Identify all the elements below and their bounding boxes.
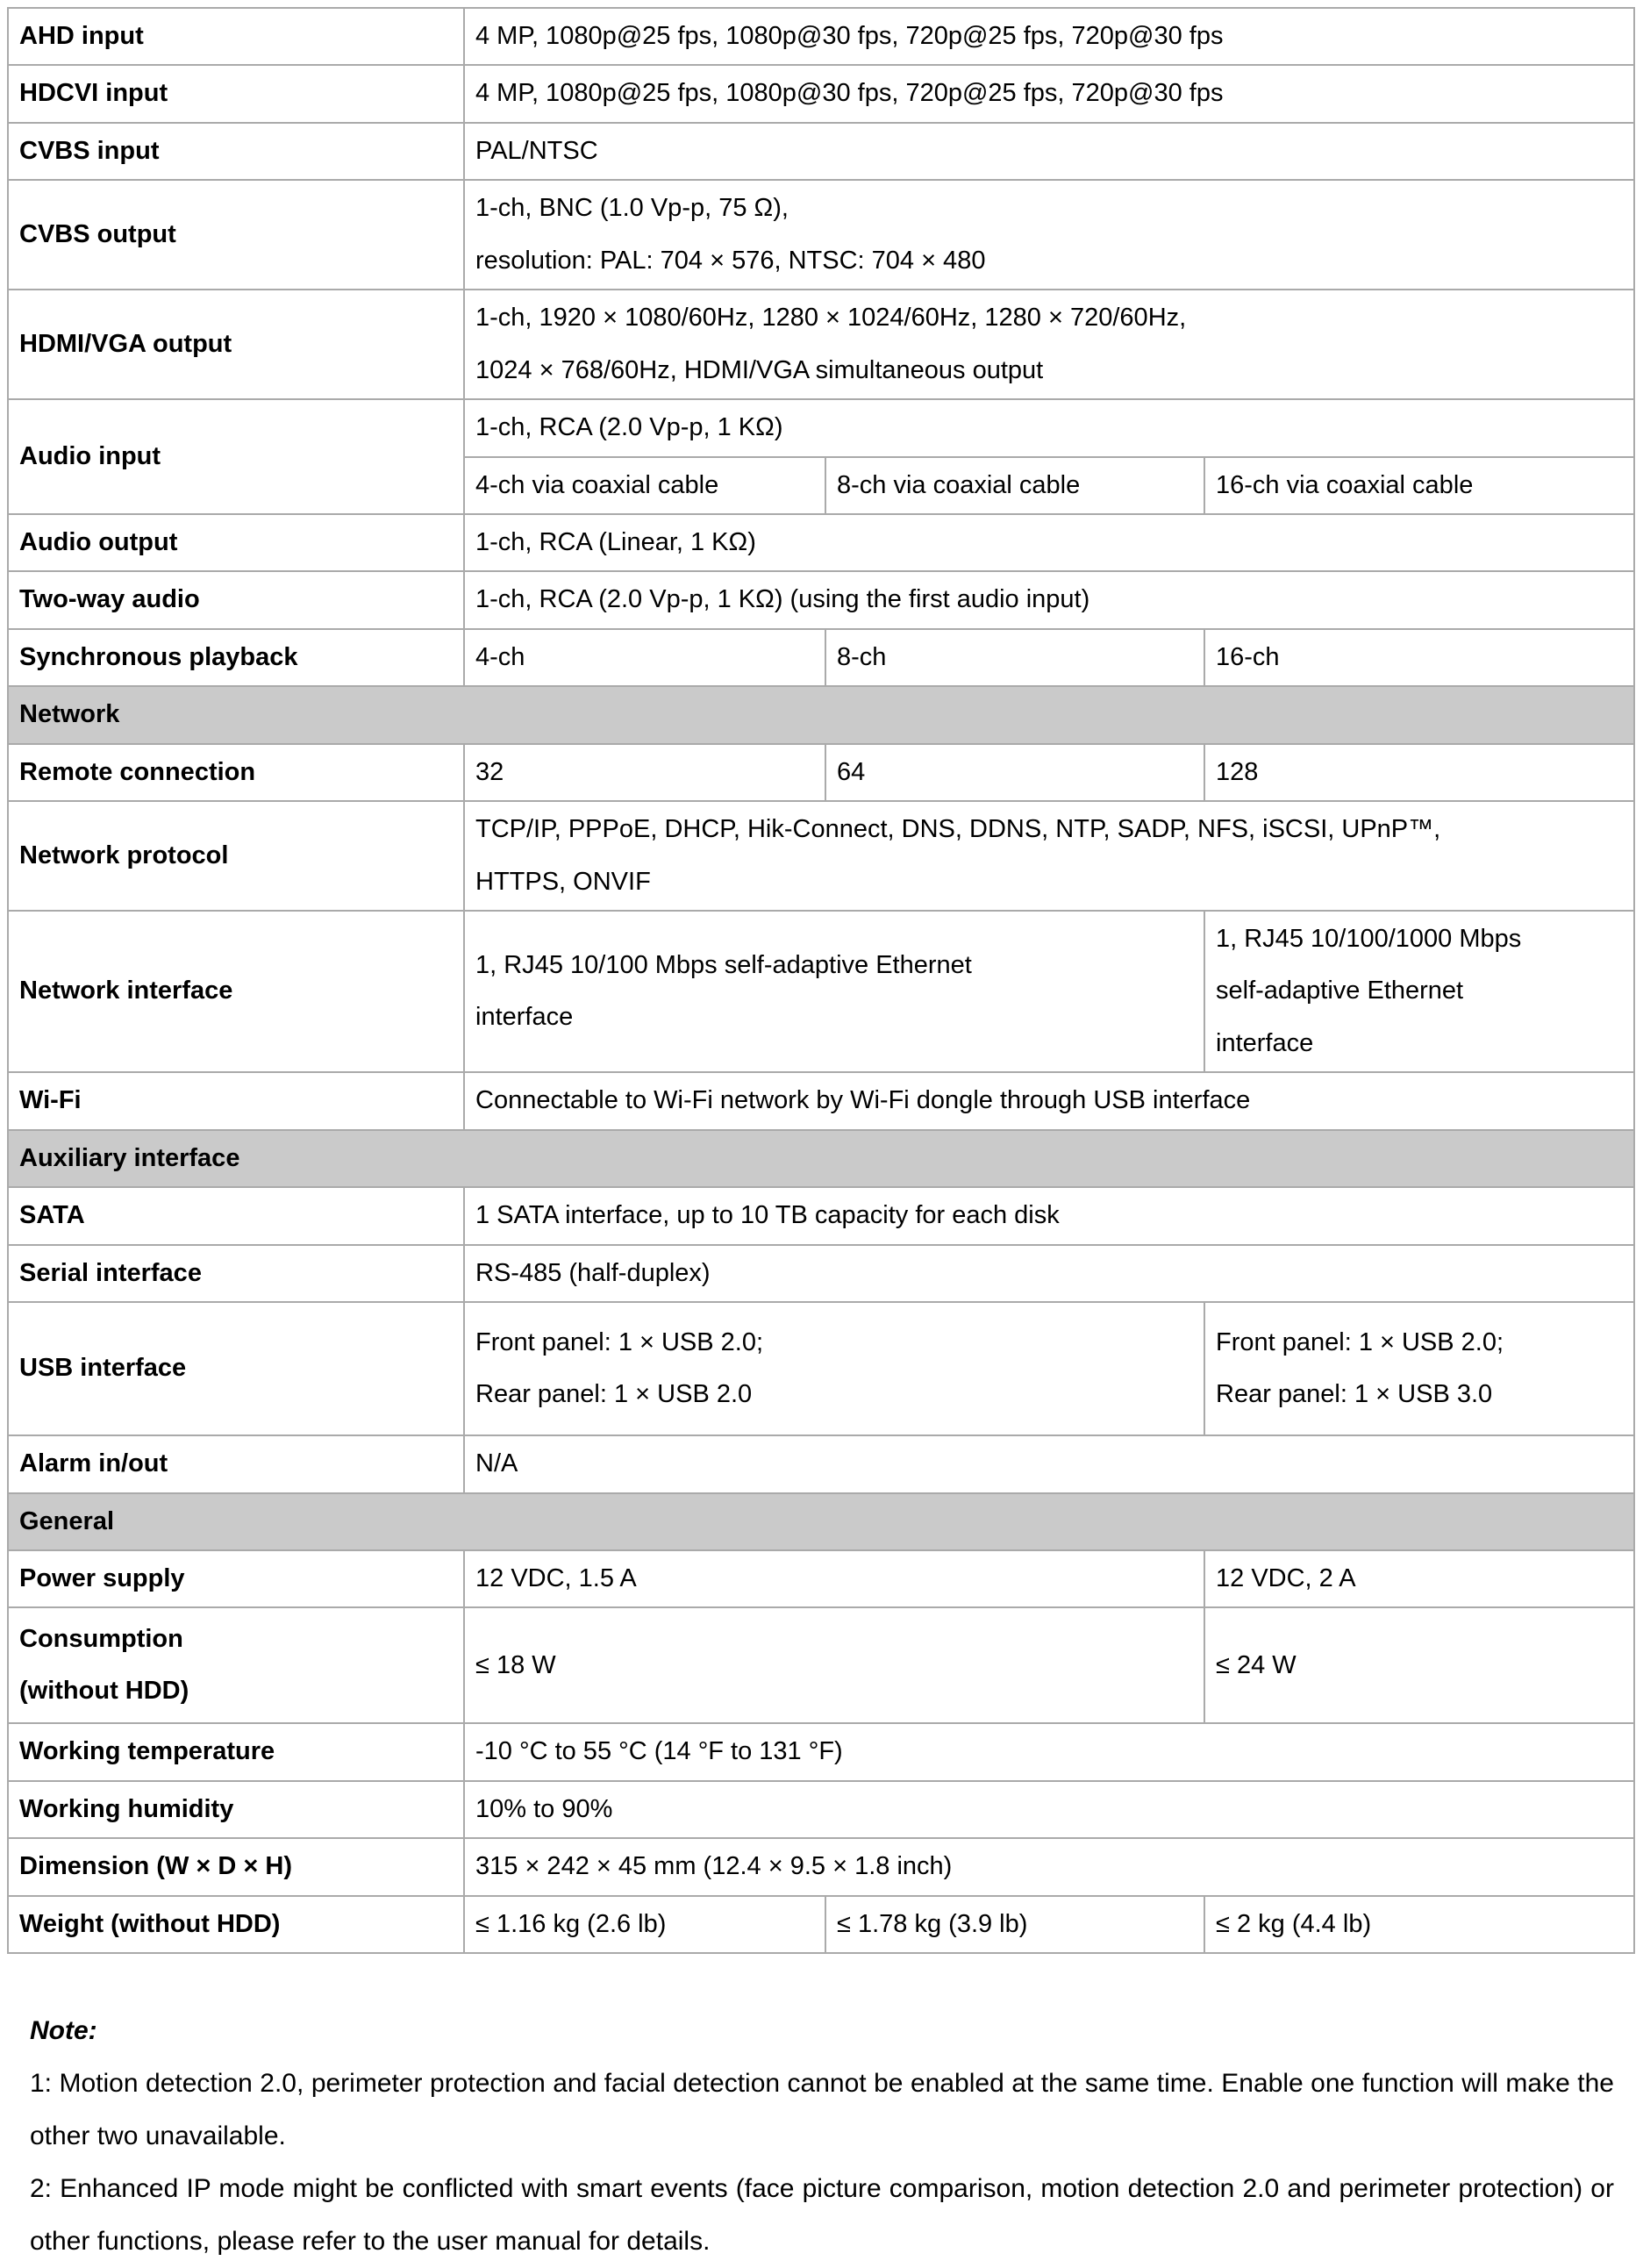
spec-value: 4 MP, 1080p@25 fps, 1080p@30 fps, 720p@25 fps, 720p@30 fps	[464, 8, 1634, 65]
spec-row-audio-output	[8, 514, 1634, 571]
note-paragraph-1: 1: Motion detection 2.0, perimeter protection and facial detection cannot be enabled at the same time. Enable one function will make the other two unavailable.	[30, 2069, 1614, 2151]
spec-label: Wi-Fi	[8, 1072, 464, 1129]
spec-value-4ch: 32	[464, 744, 825, 801]
spec-value-16ch: 16-ch	[1204, 629, 1634, 686]
spec-row-power-supply	[8, 1550, 1634, 1607]
spec-value-left-variant	[464, 1302, 1204, 1435]
spec-value-right-variant: ≤ 24 W	[1204, 1607, 1634, 1723]
spec-label: CVBS input	[8, 123, 464, 180]
spec-row-sata	[8, 1187, 1634, 1244]
spec-row-working-humidity	[8, 1781, 1634, 1838]
section-row-network	[8, 686, 1634, 743]
label-line: (without HDD)	[19, 1677, 189, 1706]
spec-row-alarm-in-out	[8, 1435, 1634, 1492]
value-line: 1, RJ45 10/100/1000 Mbps	[1216, 925, 1522, 953]
spec-label: HDCVI input	[8, 65, 464, 122]
spec-row-cvbs-input	[8, 123, 1634, 180]
label-line: Consumption	[19, 1624, 183, 1653]
spec-label: Alarm in/out	[8, 1435, 464, 1492]
spec-value-4ch: 4-ch via coaxial cable	[464, 457, 825, 514]
section-header-network: Network	[8, 686, 1634, 743]
spec-label: SATA	[8, 1187, 464, 1244]
spec-value-left-variant	[464, 911, 1204, 1072]
spec-label: Power supply	[8, 1550, 464, 1607]
spec-value	[464, 801, 1634, 911]
value-line: Front panel: 1 × USB 2.0;	[1216, 1327, 1504, 1356]
section-header-general: General	[8, 1493, 1634, 1550]
spec-label: Remote connection	[8, 744, 464, 801]
spec-value: 1-ch, RCA (Linear, 1 KΩ)	[464, 514, 1634, 571]
spec-value: 10% to 90%	[464, 1781, 1634, 1838]
spec-table	[7, 7, 1635, 1954]
spec-row-cvbs-output	[8, 180, 1634, 290]
spec-value	[464, 290, 1634, 399]
spec-label: Working humidity	[8, 1781, 464, 1838]
spec-value: -10 °C to 55 °C (14 °F to 131 °F)	[464, 1723, 1634, 1780]
spec-row-serial-interface	[8, 1245, 1634, 1302]
spec-row-wifi	[8, 1072, 1634, 1129]
spec-label: Weight (without HDD)	[8, 1896, 464, 1953]
spec-row-hdmi-vga-output	[8, 290, 1634, 399]
spec-value-left-variant: 12 VDC, 1.5 A	[464, 1550, 1204, 1607]
spec-row-network-protocol	[8, 801, 1634, 911]
spec-value-left-variant: ≤ 18 W	[464, 1607, 1204, 1723]
value-line: 1-ch, 1920 × 1080/60Hz, 1280 × 1024/60Hz, 1280 × 720/60Hz,	[475, 304, 1187, 333]
spec-value: 1-ch, RCA (2.0 Vp-p, 1 KΩ) (using the first audio input)	[464, 571, 1634, 628]
spec-value: Connectable to Wi-Fi network by Wi-Fi dongle through USB interface	[464, 1072, 1634, 1129]
note-paragraph-2: 2: Enhanced IP mode might be conflicted with smart events (face picture comparison, motion detection 2.0 and perimeter protection) or other functions, please refer to the user manual for details.	[30, 2174, 1614, 2257]
spec-label: Working temperature	[8, 1723, 464, 1780]
spec-label: AHD input	[8, 8, 464, 65]
spec-value: RS-485 (half-duplex)	[464, 1245, 1634, 1302]
spec-value-16ch: ≤ 2 kg (4.4 lb)	[1204, 1896, 1634, 1953]
spec-value-16ch: 128	[1204, 744, 1634, 801]
spec-row-remote-connection	[8, 744, 1634, 801]
value-line: Front panel: 1 × USB 2.0;	[475, 1327, 764, 1356]
spec-row-audio-input	[8, 399, 1634, 456]
spec-value-right-variant	[1204, 911, 1634, 1072]
spec-row-dimension	[8, 1838, 1634, 1895]
value-line: 1-ch, BNC (1.0 Vp-p, 75 Ω),	[475, 194, 789, 223]
spec-label: Audio input	[8, 399, 464, 514]
spec-row-usb-interface	[8, 1302, 1634, 1435]
spec-label: Serial interface	[8, 1245, 464, 1302]
spec-value-4ch: ≤ 1.16 kg (2.6 lb)	[464, 1896, 825, 1953]
spec-value-right-variant	[1204, 1302, 1634, 1435]
spec-value-16ch: 16-ch via coaxial cable	[1204, 457, 1634, 514]
spec-label: Network protocol	[8, 801, 464, 911]
spec-label: Network interface	[8, 911, 464, 1072]
spec-value-right-variant: 12 VDC, 2 A	[1204, 1550, 1634, 1607]
spec-label: CVBS output	[8, 180, 464, 290]
spec-value-8ch: 8-ch via coaxial cable	[825, 457, 1204, 514]
spec-row-hdcvi-input	[8, 65, 1634, 122]
spec-value: 315 × 242 × 45 mm (12.4 × 9.5 × 1.8 inch)	[464, 1838, 1634, 1895]
spec-value: 1 SATA interface, up to 10 TB capacity for each disk	[464, 1187, 1634, 1244]
spec-value-8ch: 64	[825, 744, 1204, 801]
value-line: resolution: PAL: 704 × 576, NTSC: 704 × 480	[475, 246, 986, 275]
value-line: TCP/IP, PPPoE, DHCP, Hik-Connect, DNS, DDNS, NTP, SADP, NFS, iSCSI, UPnP™,	[475, 815, 1441, 844]
spec-row-network-interface	[8, 911, 1634, 1072]
section-row-auxiliary-interface	[8, 1130, 1634, 1187]
value-line: HTTPS, ONVIF	[475, 867, 651, 896]
spec-row-two-way-audio	[8, 571, 1634, 628]
spec-row-weight	[8, 1896, 1634, 1953]
spec-value-8ch: ≤ 1.78 kg (3.9 lb)	[825, 1896, 1204, 1953]
value-line: interface	[475, 1003, 574, 1032]
spec-label: USB interface	[8, 1302, 464, 1435]
spec-label: Audio output	[8, 514, 464, 571]
spec-row-ahd-input	[8, 8, 1634, 65]
value-line: 1024 × 768/60Hz, HDMI/VGA simultaneous output	[475, 355, 1044, 384]
spec-label: HDMI/VGA output	[8, 290, 464, 399]
value-line: self-adaptive Ethernet	[1216, 977, 1464, 1005]
spec-label	[8, 1607, 464, 1723]
section-row-general	[8, 1493, 1634, 1550]
spec-value-8ch: 8-ch	[825, 629, 1204, 686]
spec-value	[464, 180, 1634, 290]
note-block	[30, 2005, 1614, 2268]
value-line: 1, RJ45 10/100 Mbps self-adaptive Ethernet	[475, 950, 972, 979]
spec-value-4ch: 4-ch	[464, 629, 825, 686]
spec-value: PAL/NTSC	[464, 123, 1634, 180]
spec-label: Two-way audio	[8, 571, 464, 628]
spec-row-working-temperature	[8, 1723, 1634, 1780]
spec-sheet-page	[0, 7, 1643, 2268]
note-title: Note:	[30, 2016, 97, 2046]
spec-row-consumption	[8, 1607, 1634, 1723]
spec-value: N/A	[464, 1435, 1634, 1492]
value-line: Rear panel: 1 × USB 3.0	[1216, 1380, 1493, 1409]
spec-row-synchronous-playback	[8, 629, 1634, 686]
spec-value: 1-ch, RCA (2.0 Vp-p, 1 KΩ)	[464, 399, 1634, 456]
value-line: interface	[1216, 1028, 1314, 1057]
spec-label: Synchronous playback	[8, 629, 464, 686]
spec-label: Dimension (W × D × H)	[8, 1838, 464, 1895]
spec-value: 4 MP, 1080p@25 fps, 1080p@30 fps, 720p@25 fps, 720p@30 fps	[464, 65, 1634, 122]
value-line: Rear panel: 1 × USB 2.0	[475, 1380, 753, 1409]
section-header-auxiliary-interface: Auxiliary interface	[8, 1130, 1634, 1187]
